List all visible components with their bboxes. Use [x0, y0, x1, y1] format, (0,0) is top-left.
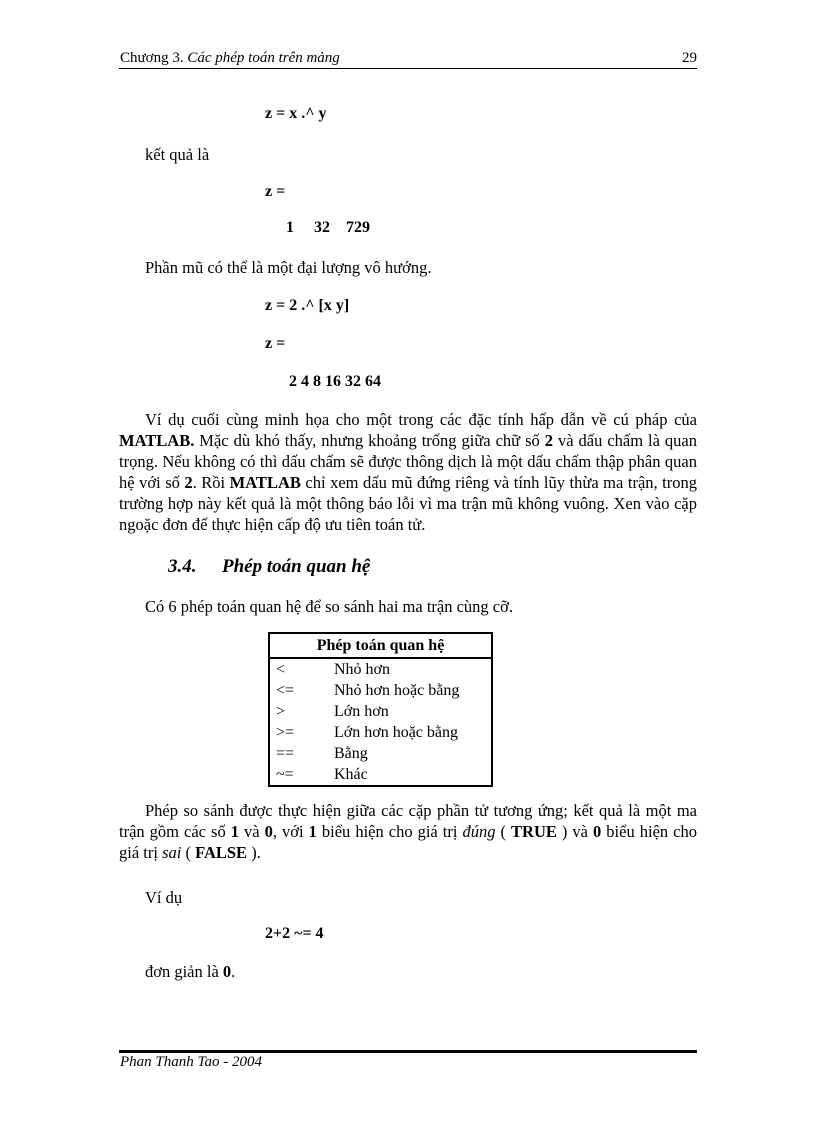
table-header-row — [269, 633, 492, 658]
code-line-scalar-power: z = 2 .^ [x y] — [265, 297, 350, 314]
result-label: kết quả là — [145, 145, 210, 164]
syntax-paragraph: Ví dụ cuối cùng minh họa cho một trong các đặc tính hấp dẫn về cú pháp của MATLAB. Mặc dù khó thấy, nhưng khoảng trống giữa chữ số 2 và dấu chấm là quan trọng. Nếu không có thì dấu chấm sẽ được thông dịch là một dấu chấm thập phân quan hệ với số 2. Rồi MATLAB chỉ xem dấu mũ đứng riêng và tính lũy thừa ma trận, trong trường hợp này kết quả là một thông báo lỗi vì ma trận mũ không vuông. Xen vào cặp ngoặc đơn để thực hiện cấp độ ưu tiên toán tử. — [119, 410, 697, 534]
footer-rule — [119, 1050, 697, 1053]
section-number: 3.4. — [168, 556, 197, 577]
operator-description: Nhỏ hơn hoặc bằng — [334, 682, 460, 699]
table-row — [269, 680, 492, 701]
header-rule — [119, 68, 697, 69]
operator-cell: == — [276, 745, 295, 762]
page-header-chapter: Chương 3. Các phép toán trên mảng — [120, 50, 340, 66]
output-z-label-1: z = — [265, 183, 286, 200]
table-row — [269, 743, 492, 764]
operator-cell: < — [276, 661, 286, 678]
section-title: Phép toán quan hệ — [222, 556, 371, 577]
code-line-not-equal: 2+2 ~= 4 — [265, 925, 324, 942]
page-number: 29 — [682, 50, 697, 66]
operator-description: Lớn hơn hoặc bằng — [334, 724, 458, 741]
operator-description: Khác — [334, 766, 368, 783]
code-line-power: z = x .^ y — [265, 105, 327, 122]
relational-operators-table — [268, 632, 493, 787]
table-row — [269, 722, 492, 743]
scalar-exponent-text: Phần mũ có thể là một đại lượng vô hướng. — [145, 258, 432, 277]
table-row — [269, 658, 492, 680]
page-footer: Phan Thanh Tao - 2004 — [120, 1054, 262, 1070]
relational-intro: Có 6 phép toán quan hệ để so sánh hai ma trận cùng cỡ. — [145, 597, 513, 616]
operator-cell: <= — [276, 682, 295, 699]
operator-description: Nhỏ hơn — [334, 661, 391, 678]
output-z-label-2: z = — [265, 335, 286, 352]
table-row — [269, 764, 492, 786]
table-header: Phép toán quan hệ — [269, 633, 492, 658]
table-row — [269, 701, 492, 722]
operator-cell: >= — [276, 724, 295, 741]
output-values-2: 2 4 8 16 32 64 — [289, 373, 381, 390]
operator-cell: > — [276, 703, 286, 720]
output-values-1: 1 32 729 — [286, 219, 370, 236]
comparison-paragraph: Phép so sánh được thực hiện giữa các cặp phần tử tương ứng; kết quả là một ma trận gồm các số 1 và 0, với 1 biểu hiện cho giá trị đúng ( TRUE ) và 0 biểu hiện cho giá trị sai ( FALSE ). — [119, 801, 697, 862]
operator-description: Bằng — [334, 745, 368, 762]
example-label: Ví dụ — [145, 888, 183, 907]
simple-result: đơn giản là 0. — [145, 962, 236, 981]
chapter-title: Các phép toán trên mảng — [187, 50, 340, 66]
operator-description: Lớn hơn — [334, 703, 389, 720]
operator-cell: ~= — [276, 766, 294, 783]
